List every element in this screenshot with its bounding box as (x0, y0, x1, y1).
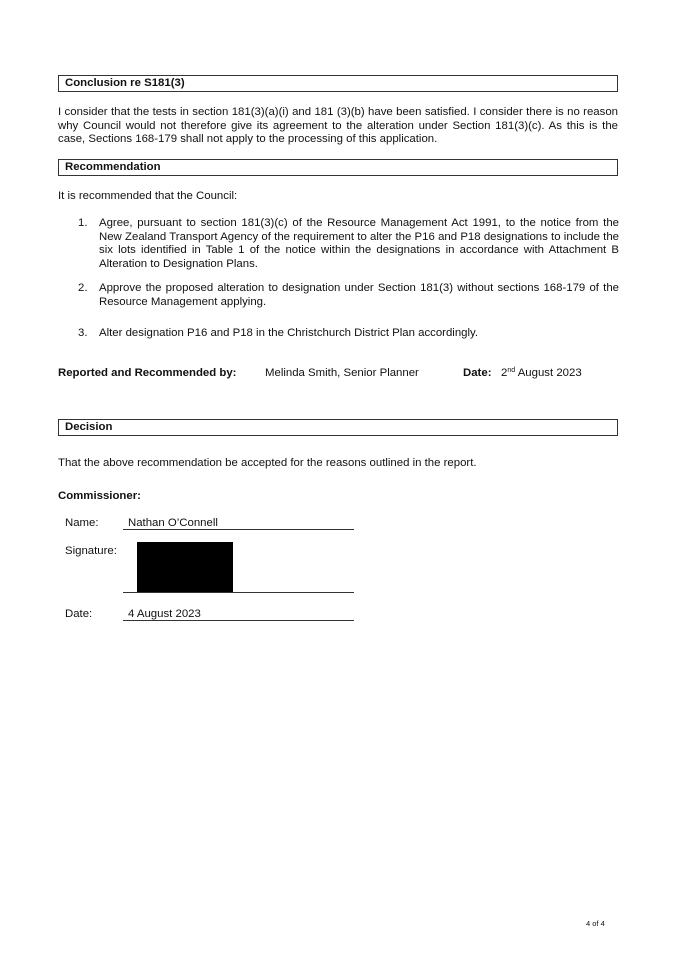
report-date-label: Date: (463, 367, 492, 379)
list-text: Agree, pursuant to section 181(3)(c) of the Resource Management Act 1991, to the notice from the New Zealand Transport Agency of the requirement to alter the P16 and P18 designations to include the six lots identified in Table 1 of the notice within the designations in accordance with Attachment B Alteration to Designation Plans. (99, 217, 619, 270)
recommendation-item-1 (78, 217, 619, 271)
list-number: 1. (78, 217, 88, 229)
report-date-value (501, 366, 582, 380)
commissioner-date-label: Date: (65, 608, 93, 620)
decision-paragraph: That the above recommendation be accepted for the reasons outlined in the report. (58, 457, 477, 469)
commissioner-heading: Commissioner: (58, 490, 141, 502)
conclusion-paragraph: I consider that the tests in section 181(3)(a)(i) and 181 (3)(b) have been satisfied. I consider there is no reason why Council would not therefore give its agreement to the alteration under Section 181(3)(c). As this is the case, Sections 168-179 shall not apply to the processing of this application. (58, 106, 618, 145)
name-field: Nathan O’Connell (123, 516, 354, 530)
commissioner-date-field: 4 August 2023 (123, 607, 354, 621)
signature-line (123, 592, 354, 593)
recommendation-item-2 (78, 282, 619, 309)
signature-redaction-block (137, 542, 233, 592)
reported-by-author: Melinda Smith, Senior Planner (265, 367, 419, 379)
conclusion-heading: Conclusion re S181(3) (58, 75, 618, 92)
report-date-rest: August 2023 (517, 367, 582, 379)
report-date-suffix: nd (507, 367, 516, 374)
list-number: 2. (78, 282, 88, 294)
signature-label: Signature: (65, 545, 117, 557)
report-date-day: 2 (501, 367, 508, 379)
list-number: 3. (78, 327, 88, 339)
list-text: Alter designation P16 and P18 in the Christchurch District Plan accordingly. (99, 327, 479, 339)
reported-by-label: Reported and Recommended by: (58, 367, 237, 379)
recommendation-intro: It is recommended that the Council: (58, 190, 238, 202)
recommendation-item-3 (78, 327, 619, 341)
list-text: Approve the proposed alteration to designation under Section 181(3) without sections 168-179 of the Resource Management applying. (99, 282, 619, 308)
name-label: Name: (65, 517, 99, 529)
page-number: 4 of 4 (586, 919, 605, 928)
decision-heading: Decision (58, 419, 618, 436)
recommendation-heading: Recommendation (58, 159, 618, 176)
